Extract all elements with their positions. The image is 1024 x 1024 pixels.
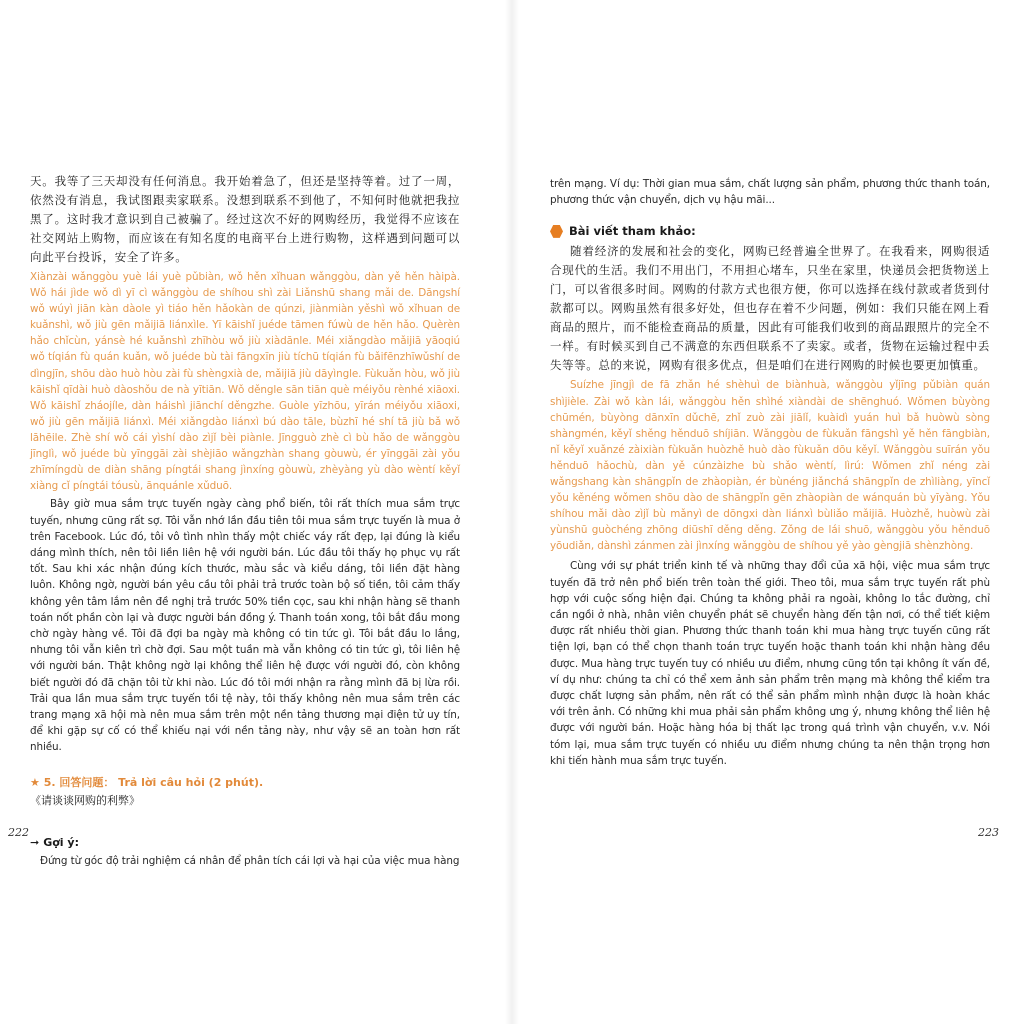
right-page [512, 0, 1024, 1024]
reference-chinese: 随着经济的发展和社会的变化，网购已经普遍全世界了。在我看来，网购很适合现代的生活。我们不用出门，不用担心堵车，只坐在家里，快递员会把货物送上门，可以省很多时间。网购的付款方式也很方便，你可以选择在线付款或者货到付款都可以。网购虽然有很多好处，但也存在着不少问题，例如：我们只能在网上看商品的照片，而不能检查商品的质量，因此有可能我们收到的商品跟照片的完全不一样。有时候买到自己不满意的东西但联系不了卖家。或者，货物在运输过程中丢失等等。总的来说，网购有很多优点，但是咱们在进行网购的时候也要更加慎重。 [550, 244, 990, 373]
hint-label: Gợi ý: [43, 835, 79, 849]
hint-heading [30, 836, 460, 849]
question-heading: ★ 5. 回答问题： Trả lời câu hỏi (2 phút). [30, 775, 264, 789]
reference-vietnamese: Cùng với sự phát triển kinh tế và những thay đổi của xã hội, việc mua sắm trực tuyến đã trở nên phổ biến trên toàn thế giới. Theo tôi, mua sắm trực tuyến rất phù hợp với cuộc sống hiện đại. Chúng ta không phải ra ngoài, không lo tắc đường, chỉ cần ngồi ở nhà, nhân viên chuyển phát sẽ chuyển hàng đến tận nơi, có thể tiết kiệm được rất nhiều thời gian. Phương thức thanh toán khi mua hàng trực tuyến cũng rất tiện lợi, bạn có thể chọn thanh toán trực tuyến hoặc thanh toán khi nhận hàng đều được. Mua hàng trực tuyến tuy có nhiều ưu điểm, nhưng cũng tồn tại không ít vấn đề, ví dụ như: chúng ta chỉ có thể xem ảnh sản phẩm trên mạng mà không thể kiểm tra được chất lượng sản phẩm, nên rất có thể sản phẩm mình nhận được là hoàn khác với trên ảnh. Có những khi mua phải sản phẩm không ưng ý, nhưng không thể liên hệ được với người bán. Hoặc hàng hóa bị thất lạc trong quá trình vận chuyển, v.v. Nói tóm lại, mua sắm trực tuyến có nhiều ưu điểm nhưng chúng ta nên thận trọng hơn khi tiến hành mua sắm trực tuyến. [550, 560, 990, 767]
page-number-right: 223 [978, 826, 999, 839]
reference-heading [550, 224, 990, 238]
hint-continuation: trên mạng. Ví dụ: Thời gian mua sắm, chất lượng sản phẩm, phương thức thanh toán, phương thức vận chuyển, dịch vụ hậu mãi... [550, 178, 990, 207]
story-pinyin: Xiànzài wǎnggòu yuè lái yuè pǔbiàn, wǒ hěn xǐhuan wǎnggòu, dàn yě hěn hàipà. Wǒ hái jìde wǒ dì yī cì wǎnggòu de shíhou shì zài Liǎnshū shang mǎi de. Dāngshí wǒ wúyì jiān kàn dàole yì tiáo hěn hǎokàn de qúnzi, jiànmiàn yěshì wǒ xǐhuan de kuǎnshì, wǒ jiù gēn mǎijiā liánxìle. Yī kāishǐ juéde tāmen fúwù de hěn hǎo. Quèrèn hǎo chǐcùn, yánsè hé kuǎnshì zhīhòu wǒ jiù xiàdānle. Méi xiǎngdào mǎijiā yāoqiú wǒ tíqián fù quán kuǎn, wǒ juéde bù tài fāngxīn jiù tíchū tíqián fù bǎifēnzhīwǔshí de dìngjīn, shōu dào huò hòu zài fù shèngxià de, mǎijiā jiù dāyìngle. Fùkuǎn hòu, wǒ jiù kāishǐ qīdài huò dàoshǒu de nà yītiān. Wǒ děngle sān tiān què méiyǒu rènhé xiāoxi. Wǒ kāishǐ zháojíle, dàn háishì jiānchí děngzhe. Guòle yīzhōu, yīrán méiyǒu xiāoxi, wǒ jiù gēn mǎijiā liánxì. Méi xiǎngdào liánxì bú dào tāle, bùzhī hé shí tā jiù bǎ wǒ lāhēile. Zhè shí wǒ cái yìshí dào zìjǐ bèi piànle. Jīngguò zhè cì bù hǎo de wǎnggòu jīnglì, wǒ juéde bù yīnggāi zài shèjiāo wǎngzhàn shang gòuwù, ér yīnggāi zài yǒu zhīmíngdù de diàn shāng píngtái shang jìnxíng gòuwù, zhèyàng yù dào wèntí kěyǐ xiàng cǐ píngtái tóusù, ānquánle xǔduō. [30, 271, 460, 493]
question-chinese: 《请谈谈网购的利弊》 [30, 793, 140, 807]
left-column [30, 172, 460, 869]
right-column [550, 176, 990, 769]
reference-pinyin: Suízhe jīngjì de fā zhǎn hé shèhuì de biànhuà, wǎnggòu yǐjīng pǔbiàn quán shìjièle. Zài wǒ kàn lái, wǎnggòu hěn shìhé xiàndài de shēnghuó. Wǒmen bùyòng chūmén, bùyòng dānxīn dǔchē, zhǐ zuò zài jiālǐ, kuàidì yuán huì bǎ huòwù sòng shàngmén, kěyǐ shěng hěnduō shíjiān. Wǎnggòu de fùkuǎn fāngshì yě hěn fāngbiàn, nǐ kěyǐ xuǎnzé zàixiàn fùkuǎn huòzhě huò dào fùkuǎn dōu kěyǐ. Wǎnggòu suīrán yǒu hěnduō hǎochù, dàn yě cúnzàizhe bù shǎo wèntí, lìrú: Wǒmen zhǐ néng zài wǎngshang kàn shāngpǐn de zhàopiàn, ér bùnéng jiǎnchá shāngpǐn de zhìliàng, yīncǐ yǒu kěnéng wǒmen shōu dào de shāngpǐn gēn zhàopiàn de wánquán bù yīyàng. Yǒu shíhou mǎi dào zìjǐ bù mǎnyì de dōngxi dàn liánxì bùliǎo mǎijiā. Huòzhě, huòwù zài yùnshū guòchéng zhōng diūshī děng děng. Zǒng de lái shuō, wǎnggòu yǒu hěnduō yōudiǎn, dànshì zánmen zài jìnxíng wǎnggòu de shíhou yě yào gèngjiā shènzhòng. [550, 379, 990, 553]
reference-label: Bài viết tham khảo: [569, 224, 696, 239]
story-chinese: 天。我等了三天却没有任何消息。我开始着急了，但还是坚持等着。过了一周，依然没有消息，我试图跟卖家联系。没想到联系不到他了，不知何时他就把我拉黑了。这时我才意识到自己被骗了。经过这次不好的网购经历，我觉得不应该在社交网站上购物，而应该在有知名度的电商平台上进行购物，这样遇到问题可以向此平台投诉，安全了许多。 [30, 174, 460, 264]
arrow-icon: ➞ [30, 835, 40, 849]
page-number-left: 222 [8, 826, 29, 839]
hexagon-bullet-icon [550, 225, 563, 238]
hint-text: Đứng từ góc độ trải nghiệm cá nhân để phân tích cái lợi và hại của việc mua hàng [40, 854, 460, 867]
story-vietnamese: Bây giờ mua sắm trực tuyến ngày càng phổ biến, tôi rất thích mua sắm trực tuyến, nhưng cũng rất sợ. Tôi vẫn nhớ lần đầu tiên tôi mua sắm trực tuyến là mua ở trên Facebook. Lúc đó, tôi vô tình nhìn thấy một chiếc váy rất đẹp, lại đúng là kiểu dáng mình thích, nên tôi liền liên hệ với người bán. Lúc đầu tôi thấy họ phục vụ rất tốt. Sau khi xác nhận đúng kích thước, màu sắc và kiểu dáng, tôi liền đặt hàng luôn. Không ngờ, người bán yêu cầu tôi phải trả trước toàn bộ số tiền, tôi cảm thấy không yên tâm lắm nên đề nghị trả trước 50% tiền cọc, sau khi nhận hàng sẽ thanh toán nốt phần còn lại và được người bán đồng ý. Thanh toán xong, tôi bắt đầu mong chờ ngày hàng về. Tôi đã đợi ba ngày mà không có tin tức gì. Tôi bắt đầu lo lắng, nhưng tôi vẫn kiên trì chờ đợi. Sau một tuần mà vẫn không có tin tức gì, tôi liên hệ với người bán. Thật không ngờ lại không thể liên hệ được với người đó, còn không biết người đó đã chặn tôi từ khi nào. Lúc đó tôi mới nhận ra rằng mình đã bị lừa rồi. Trải qua lần mua sắm trực tuyến tồi tệ này, tôi thấy không nên mua sắm trên các trang mạng xã hội mà nên mua sắm trên một nền tảng thương mại điện tử uy tín, để khi gặp sự cố có thể khiếu nại với nền tảng này, như vậy sẽ an toàn hơn rất nhiều. [30, 498, 460, 754]
